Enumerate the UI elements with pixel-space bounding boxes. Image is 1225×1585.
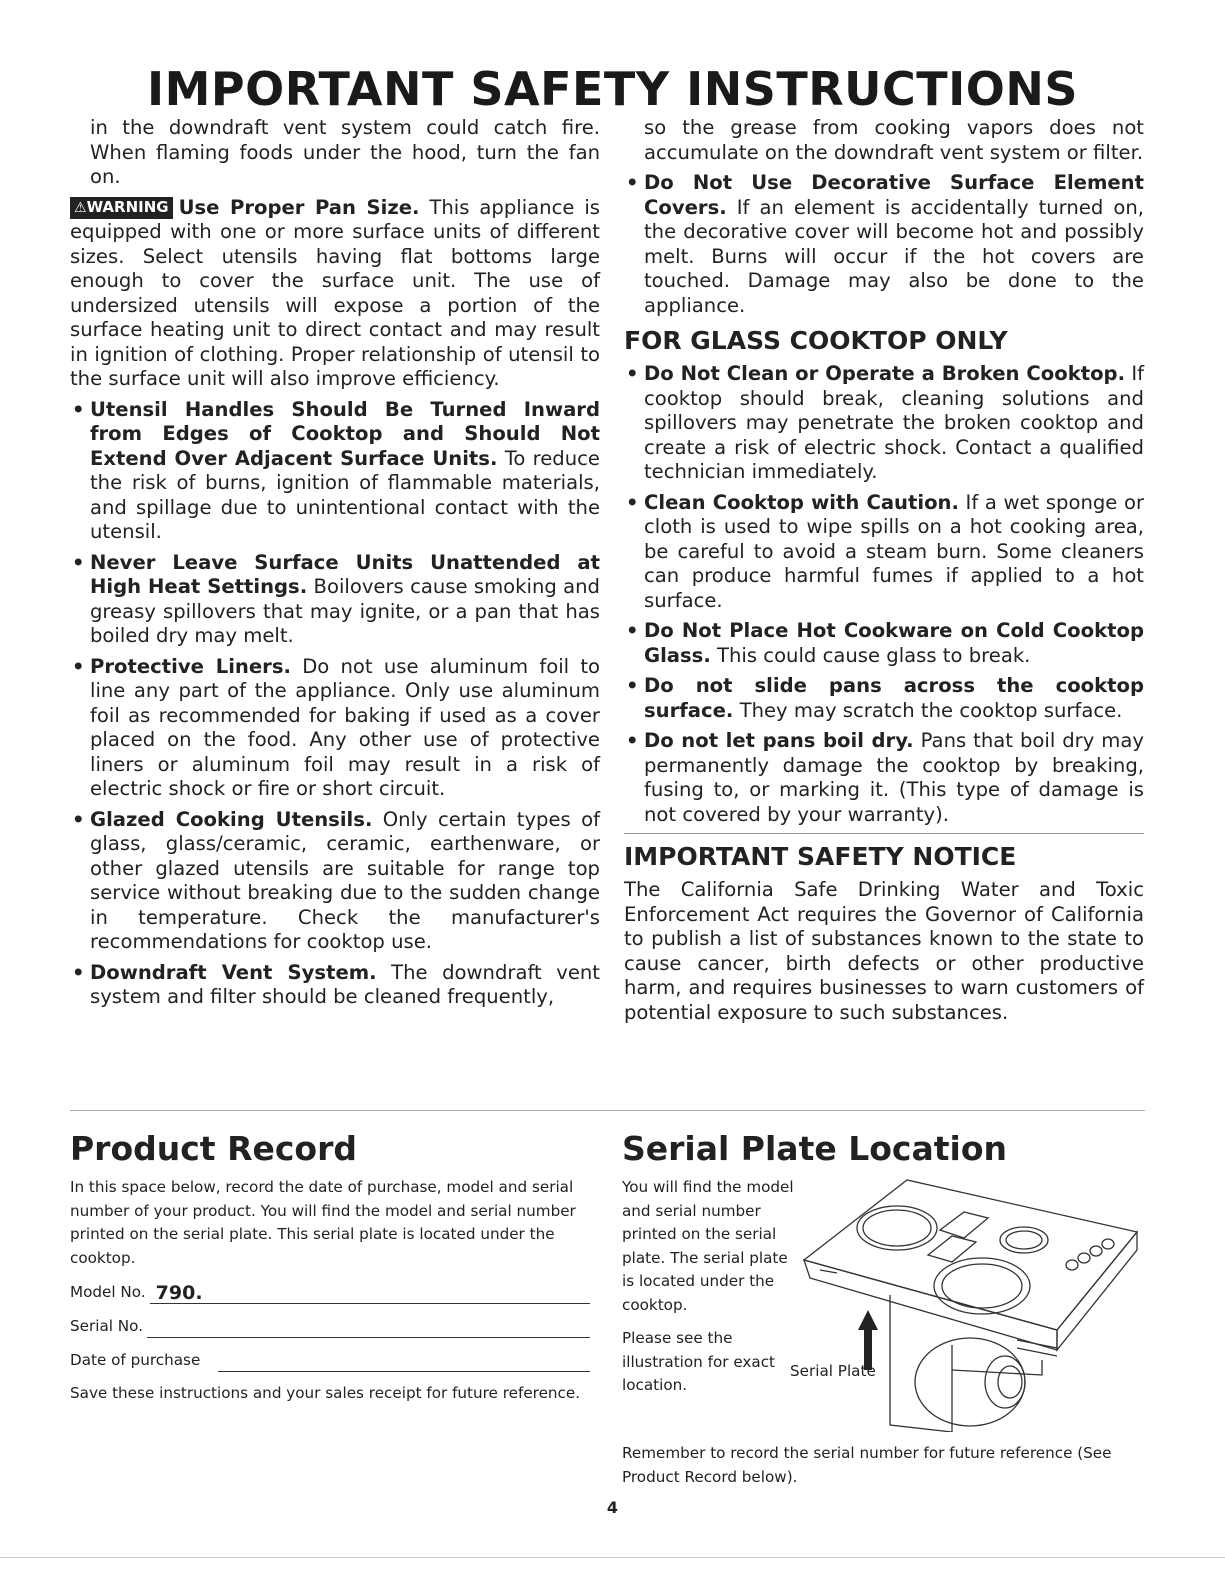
bullet-text: The downdraft vent system and filter should be cleaned frequently,: [90, 960, 600, 1008]
bullet-text: Pans that boil dry may permanently damage the cooktop by breaking, fusing to, or marking it. (This type of damage is not covered by your warranty).: [644, 729, 1144, 826]
bullet-text: Do not use aluminum foil to line any part of the appliance. Only use aluminum foil as recommended for baking if used as a cover placed on the food. Any other use of protective liners or aluminum foil may result in a risk of electric shock or fire or short circuit.: [90, 654, 601, 800]
bullet-heading: Do Not Place Hot Cookware on Cold Cooktop Glass.: [644, 619, 1144, 667]
bullet-heading: Protective Liners.: [90, 654, 291, 678]
bullet-heading: Never Leave Surface Units Unattended at High Heat Settings.: [90, 550, 600, 598]
continued-paragraph: in the downdraft vent system could catch fire. When flaming foods under the hood, turn the fan on.: [90, 116, 600, 188]
bullet-heading: Do Not Clean or Operate a Broken Cooktop.: [644, 362, 1126, 385]
divider: [0, 1557, 1225, 1558]
date-field[interactable]: [218, 1352, 590, 1372]
warning-triangle-icon: ⚠: [74, 199, 87, 216]
serial-plate-text-2: Please see the illustration for exact location.: [622, 1329, 776, 1394]
warning-paragraph: [70, 196, 600, 392]
bullet-text: If a wet sponge or cloth is used to wipe spills on a hot cooking area, be careful to avoid a steam burn. Some cleaners can produce harmful fumes if applied to a hot surface.: [644, 490, 1144, 612]
serial-field[interactable]: [147, 1318, 590, 1338]
bullet-heading: Downdraft Vent System.: [90, 960, 377, 984]
left-column: [70, 116, 600, 1016]
warning-badge-label: WARNING: [86, 197, 169, 216]
serial-label: Serial No.: [70, 1316, 144, 1335]
product-record-footer: Save these instructions and your sales receipt for future reference.: [70, 1384, 581, 1402]
model-field-row: [70, 1280, 590, 1304]
page-number: 4: [606, 1498, 619, 1517]
bullet-utensil-handles: [70, 398, 600, 545]
warning-heading: Use Proper Pan Size.: [178, 195, 420, 219]
page-title: IMPORTANT SAFETY INSTRUCTIONS: [146, 62, 1079, 116]
divider: [70, 1110, 1145, 1111]
continued-paragraph: so the grease from cooking vapors does not accumulate on the downdraft vent system or filter.: [644, 116, 1144, 164]
safety-notice-heading: IMPORTANT SAFETY NOTICE: [624, 842, 1017, 871]
serial-field-row: [70, 1314, 590, 1338]
bullet-downdraft-vent: [70, 961, 600, 1010]
divider: [624, 833, 1144, 834]
model-field[interactable]: 790.: [150, 1284, 590, 1304]
warning-badge: [70, 197, 173, 219]
bullet-protective-liners: [70, 655, 600, 802]
bullet-decorative-covers: [624, 171, 1144, 318]
product-record-section: [70, 1128, 590, 1412]
glass-cooktop-heading: FOR GLASS COOKTOP ONLY: [624, 326, 1008, 355]
bullet-text: To reduce the risk of burns, ignition of flammable materials, and spillage due to unintentional contact with the utensil.: [90, 446, 600, 543]
bullet-text: Boilovers cause smoking and greasy spillovers that may ignite, or a pan that has boiled dry may melt.: [90, 575, 600, 647]
bullet-never-leave: [70, 551, 600, 649]
bullet-clean-caution: [624, 491, 1144, 614]
bullet-glazed-utensils: [70, 808, 600, 955]
bullet-text: If cooktop should break, cleaning solutions and spillovers may penetrate the broken cooktop and create a risk of electric shock. Contact a qualified technician immediately.: [644, 362, 1145, 483]
bullet-heading: Glazed Cooking Utensils.: [90, 807, 373, 831]
bullet-text: If an element is accidentally turned on, the decorative cover will become hot and possibly melt. Burns will occur if the hot covers are touched. Damage may also be done to the appliance.: [644, 195, 1144, 317]
bullet-heading: Utensil Handles Should Be Turned Inward from Edges of Cooktop and Should Not Extend Over Adjacent Surface Units.: [90, 397, 600, 470]
serial-plate-text: You will find the model and serial number printed on the serial plate. The serial plate is located under the cooktop.: [622, 1178, 794, 1314]
bullet-heading: Do not slide pans across the cooktop surface.: [644, 674, 1144, 722]
serial-plate-label: Serial Plate: [790, 1362, 876, 1380]
right-column: [624, 116, 1144, 1031]
date-field-row: [70, 1348, 590, 1372]
bullet-hot-cookware: [624, 619, 1144, 668]
cooktop-illustration: [792, 1170, 1147, 1432]
warning-text: This appliance is equipped with one or more surface units of different sizes. Select utensils having flat bottoms large enough to cover the surface unit. The use of undersized utensils will expose a portion of the surface heating unit to direct contact and may result in ignition of clothing. Proper relationship of utensil to the surface unit will also improve efficiency.: [70, 195, 600, 390]
date-label: Date of purchase: [70, 1350, 201, 1369]
model-label: Model No.: [70, 1282, 146, 1301]
serial-plate-heading: Serial Plate Location: [622, 1129, 1007, 1168]
bullet-text: This could cause glass to break.: [710, 643, 1031, 667]
bullet-text: Only certain types of glass, glass/ceramic, ceramic, earthenware, or other glazed utensils are suitable for range top service without breaking due to the sudden change in temperature. Check the manufacturer's recommendations for cooktop use.: [90, 807, 601, 953]
bullet-heading: Do Not Use Decorative Surface Element Covers.: [644, 171, 1144, 219]
bullet-heading: Clean Cooktop with Caution.: [644, 490, 959, 514]
bullet-heading: Do not let pans boil dry.: [644, 729, 914, 752]
serial-plate-section: [622, 1128, 1147, 1404]
safety-notice-text: The California Safe Drinking Water and Toxic Enforcement Act requires the Governor of California to publish a list of substances known to the state to cause cancer, birth defects or other productive harm, and requires businesses to warn customers of potential exposure to such substances.: [624, 878, 1144, 1024]
serial-plate-footer: Remember to record the serial number for future reference (See Product Record below).: [622, 1444, 1112, 1486]
bullet-boil-dry: [624, 729, 1144, 827]
bullet-text: They may scratch the cooktop surface.: [733, 698, 1123, 722]
product-record-intro: In this space below, record the date of purchase, model and serial number of your product. You will find the model and serial number printed on the serial plate. This serial plate is located under the cooktop.: [70, 1178, 576, 1267]
bullet-broken-cooktop: [624, 362, 1144, 485]
product-record-heading: Product Record: [70, 1129, 357, 1168]
bullet-slide-pans: [624, 674, 1144, 723]
